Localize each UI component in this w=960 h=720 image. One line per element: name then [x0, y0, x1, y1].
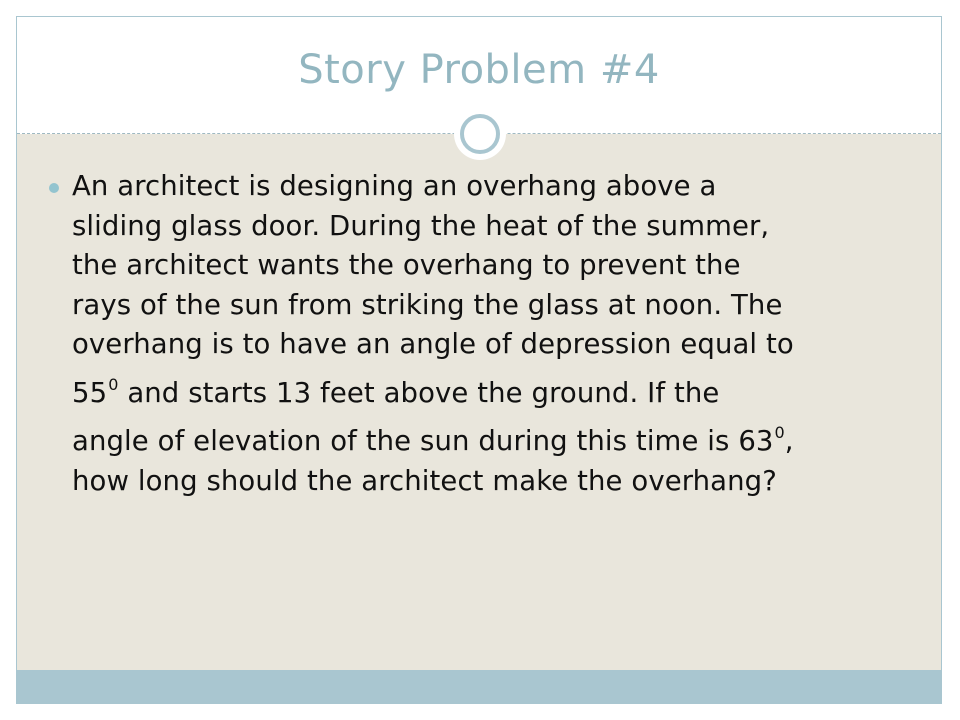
degree-mark: 0	[108, 374, 119, 394]
angle-value-55: 55	[72, 376, 108, 409]
bullet-line: the architect wants the overhang to prevent the	[72, 249, 741, 281]
bullet-text	[72, 167, 932, 501]
bullet-line	[72, 413, 932, 462]
bullet-dot-icon	[49, 183, 59, 193]
bullet-line-text: angle of elevation of the sun during this time is 63	[72, 425, 774, 457]
bullet-line: An architect is designing an overhang above a	[72, 170, 717, 202]
bullet-line: rays of the sun from striking the glass at noon. The	[72, 288, 783, 321]
degree-mark: 0	[774, 423, 785, 442]
bullet-line: sliding glass door. During the heat of the summer,	[72, 209, 770, 242]
ring-icon	[454, 108, 506, 160]
bullet-line-punctuation: ,	[784, 425, 794, 457]
bullet-line: overhang is to have an angle of depression equal to	[72, 328, 794, 360]
footer-bar	[17, 670, 941, 704]
bullet-line	[72, 365, 932, 414]
bullet-line: how long should the architect make the overhang?	[72, 464, 777, 497]
slide-title: Story Problem #4	[298, 47, 660, 93]
bullet-line-text: and starts 13 feet above the ground. If the	[118, 376, 720, 409]
